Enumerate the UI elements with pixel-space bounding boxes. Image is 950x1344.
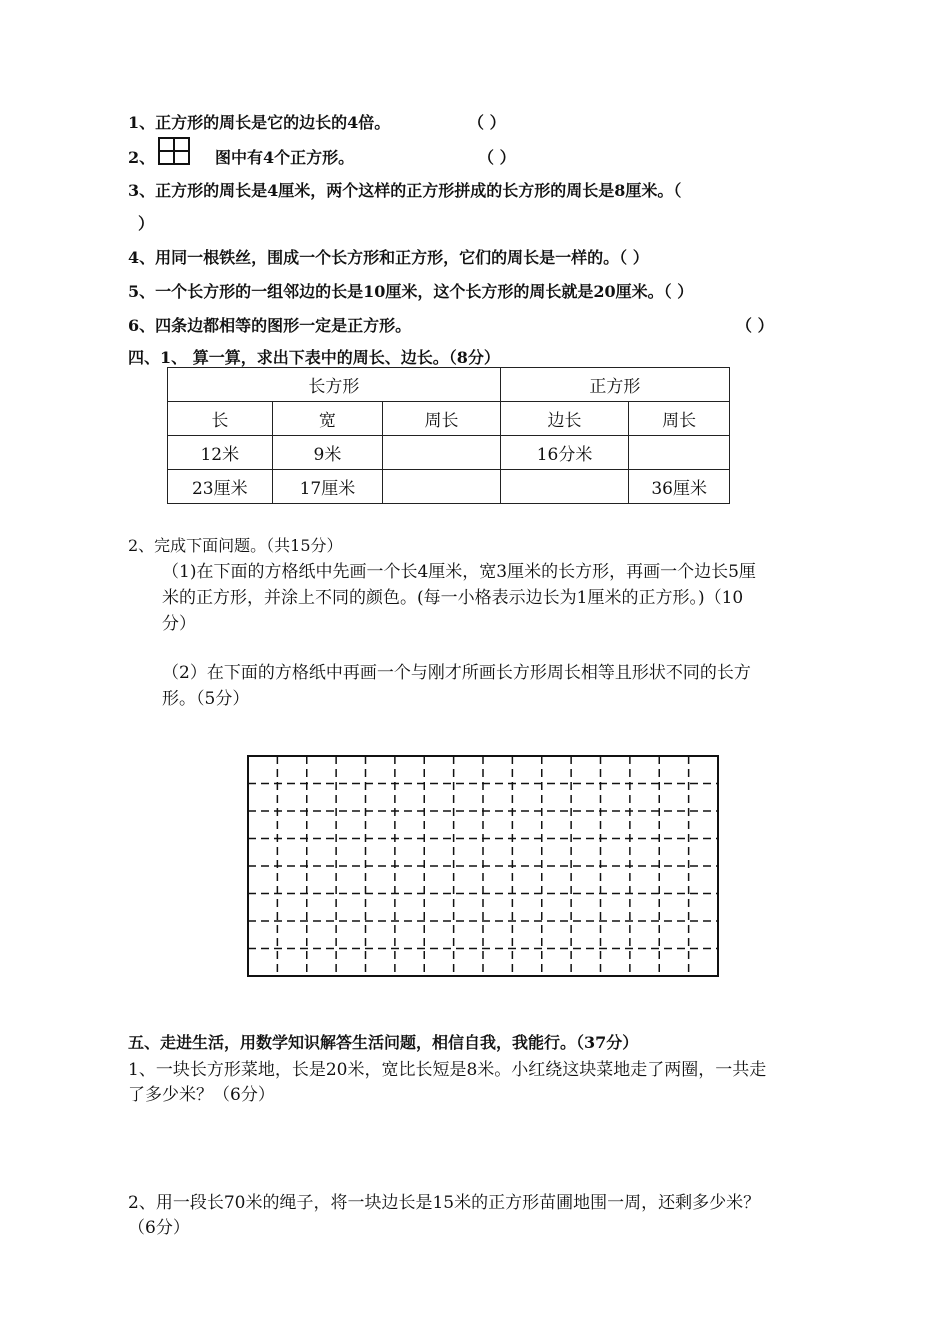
table-group-square: 正方形 xyxy=(500,368,729,402)
table-row xyxy=(168,470,730,504)
judge-answer-paren-2[interactable]: （ ） xyxy=(478,148,516,167)
q2-title: 2、完成下面问题。（共15分） xyxy=(128,536,343,555)
section5-heading: 五、走进生活，用数学知识解答生活问题，相信自我，我能行。（37分） xyxy=(128,1033,639,1052)
s5-q1-line2: 了多少米？（6分） xyxy=(128,1085,275,1105)
table-cell-answer[interactable] xyxy=(383,436,501,470)
judge-answer-paren-1[interactable]: （ ） xyxy=(468,113,506,132)
table-cell: 17厘米 xyxy=(272,470,383,504)
judge-item-1: 1、正方形的周长是它的边长的4倍。 xyxy=(128,113,391,132)
table-group-rectangle: 长方形 xyxy=(168,368,501,402)
q2-part2-line2: 形。（5分） xyxy=(162,689,250,709)
judge-item-2: 2、 xyxy=(128,148,156,167)
table-header-side: 边长 xyxy=(500,402,629,436)
q2-part1-line1: （1)在下面的方格纸中先画一个长4厘米，宽3厘米的长方形，再画一个边长5厘 xyxy=(162,562,756,582)
s5-q2-line1: 2、用一段长70米的绳子，将一块边长是15米的正方形苗圃地围一周，还剩多少米？ xyxy=(128,1193,761,1213)
table-cell: 16分米 xyxy=(500,436,629,470)
table-cell-answer[interactable] xyxy=(500,470,629,504)
table-header-perimeter-2: 周长 xyxy=(629,402,730,436)
table-header-length: 长 xyxy=(168,402,273,436)
s5-q1-line1: 1、一块长方形菜地，长是20米，宽比长短是8米。小红绕这块菜地走了两圈，一共走 xyxy=(128,1060,767,1080)
table-row xyxy=(168,436,730,470)
table-cell: 23厘米 xyxy=(168,470,273,504)
perimeter-table xyxy=(167,367,730,504)
grid-paper[interactable] xyxy=(246,754,720,982)
q2-part2-line1: （2）在下面的方格纸中再画一个与刚才所画长方形周长相等且形状不同的长方 xyxy=(162,663,751,683)
s5-q2-line2: （6分） xyxy=(128,1218,190,1238)
judge-answer-paren-6[interactable]: （ ） xyxy=(736,316,774,335)
section4-heading: 四、1、 算一算，求出下表中的周长、边长。（8分） xyxy=(128,348,500,367)
table-cell: 9米 xyxy=(272,436,383,470)
table-cell-answer[interactable] xyxy=(383,470,501,504)
judge-item-4: 4、用同一根铁丝，围成一个长方形和正方形，它们的周长是一样的。（ ） xyxy=(128,248,649,267)
judge-item-3-cont[interactable]: ） xyxy=(138,214,155,233)
table-header-perimeter: 周长 xyxy=(383,402,501,436)
table-cell: 36厘米 xyxy=(629,470,730,504)
judge-item-6: 6、四条边都相等的图形一定是正方形。 xyxy=(128,316,412,335)
table-cell-answer[interactable] xyxy=(629,436,730,470)
judge-item-2-text: 图中有4个正方形。 xyxy=(215,148,355,167)
judge-item-3: 3、正方形的周长是4厘米，两个这样的正方形拼成的长方形的周长是8厘米。（ xyxy=(128,181,682,200)
window-square-figure xyxy=(158,137,190,165)
table-cell: 12米 xyxy=(168,436,273,470)
grid-paper-drawing[interactable] xyxy=(246,754,720,978)
q2-part1-line2: 米的正方形，并涂上不同的颜色。(每一小格表示边长为1厘米的正方形。)（10 xyxy=(162,588,744,608)
table-header-width: 宽 xyxy=(272,402,383,436)
judge-item-5: 5、一个长方形的一组邻边的长是10厘米，这个长方形的周长就是20厘米。（ ） xyxy=(128,282,694,301)
q2-part1-line3: 分） xyxy=(162,614,196,634)
